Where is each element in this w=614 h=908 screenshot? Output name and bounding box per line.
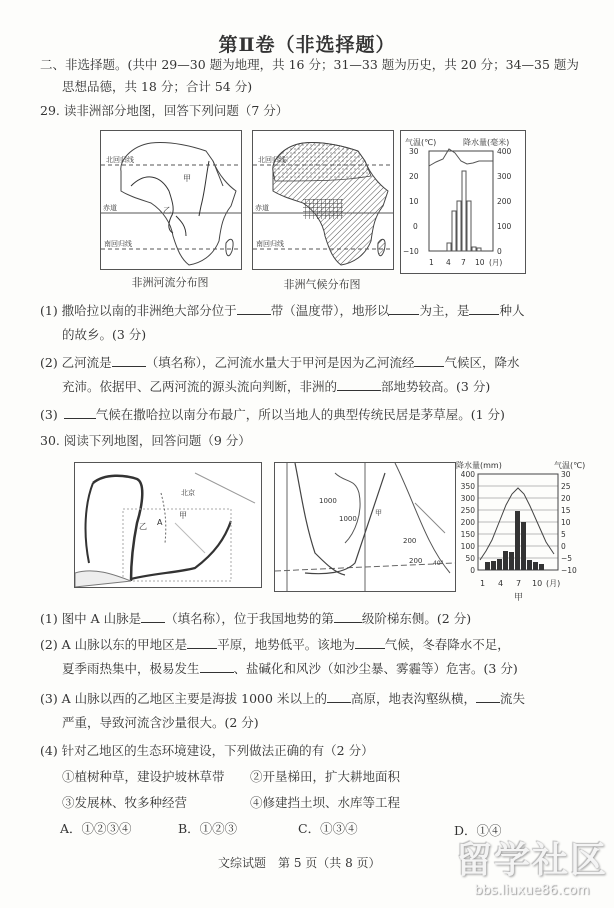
page-footer: 文综试题 第 5 页（共 8 页） bbox=[218, 856, 381, 870]
q29-2-text-e: 部地势较高。(3 分) bbox=[381, 379, 491, 394]
svg-text:0: 0 bbox=[497, 247, 502, 256]
q30-4-option-2: ②开垦梯田，扩大耕地面积 bbox=[250, 769, 401, 784]
svg-text:300: 300 bbox=[497, 172, 512, 181]
q29-heading: 29. 读非洲部分地图，回答下列问题（7 分） bbox=[40, 103, 289, 118]
label-tropic-north: 北回归线 bbox=[106, 156, 134, 164]
svg-text:0: 0 bbox=[413, 222, 418, 231]
q29-3-line1 bbox=[40, 404, 505, 426]
q30-2-text-c: 气候，冬春降水不足， bbox=[384, 637, 510, 652]
q29-3-text-b: 气候在撒哈拉以南分布最广，所以当地人的典型传统民居是茅草屋。(1 分) bbox=[95, 407, 505, 422]
q29-1-text-d: 种人 bbox=[499, 303, 525, 318]
q30-2-blank-2[interactable] bbox=[355, 636, 385, 649]
svg-text:4: 4 bbox=[498, 579, 504, 588]
q29-1-blank-3[interactable] bbox=[469, 302, 499, 315]
svg-text:100: 100 bbox=[497, 222, 512, 231]
climate-chart-jia bbox=[454, 458, 604, 608]
label-tropic-south: 南回归线 bbox=[104, 240, 132, 248]
label-beijing: 北京 bbox=[181, 489, 195, 497]
q29-2-blank-3[interactable] bbox=[337, 378, 381, 391]
section-intro-line1: 二、非选择题。(共中 29—30 题为地理，共 16 分；31—33 题为历史，共 20 分；34—35 题为 bbox=[40, 57, 579, 72]
q30-1-text-a: (1) 图中 A 山脉是 bbox=[40, 611, 142, 626]
svg-text:15: 15 bbox=[561, 506, 571, 515]
svg-text:降水量(mm): 降水量(mm) bbox=[456, 461, 502, 470]
q29-1-text-a: (1) 撒哈拉以南的非洲绝大部分位于 bbox=[40, 303, 237, 318]
svg-text:−5: −5 bbox=[561, 554, 573, 563]
africa-rivers-map-caption: 非洲河流分布图 bbox=[131, 276, 209, 289]
svg-text:1: 1 bbox=[429, 258, 434, 267]
svg-text:300: 300 bbox=[460, 494, 475, 503]
svg-text:(月): (月) bbox=[546, 579, 561, 588]
label-longitude: 40° bbox=[433, 560, 444, 567]
q30-2-line1 bbox=[40, 634, 510, 656]
svg-text:30: 30 bbox=[561, 470, 571, 479]
watermark-logo-text: 留学社区 bbox=[455, 840, 608, 881]
q29-2-text-c: 气候区，降水 bbox=[444, 355, 520, 370]
svg-text:100: 100 bbox=[460, 542, 475, 551]
label-tropic-south: 南回归线 bbox=[256, 240, 284, 248]
svg-text:20: 20 bbox=[409, 172, 419, 181]
svg-text:4: 4 bbox=[446, 258, 451, 267]
africa-climate-map-caption: 非洲气候分布图 bbox=[283, 278, 361, 291]
svg-text:降水量(毫米): 降水量(毫米) bbox=[463, 138, 510, 147]
label-region-yi: 乙 bbox=[139, 522, 147, 531]
q29-1-blank-1[interactable] bbox=[237, 302, 271, 315]
label-contour-200a: 200 bbox=[403, 537, 417, 545]
svg-text:(月): (月) bbox=[489, 258, 503, 267]
q30-2-text-a: (2) A 山脉以东的甲地区是 bbox=[40, 637, 188, 652]
svg-text:−10: −10 bbox=[403, 247, 419, 256]
svg-text:25: 25 bbox=[561, 482, 571, 491]
q29-3-blank-1[interactable] bbox=[64, 406, 96, 419]
north-china-map bbox=[74, 462, 262, 588]
svg-text:7: 7 bbox=[461, 258, 466, 267]
svg-text:200: 200 bbox=[497, 197, 512, 206]
africa-rivers-map bbox=[100, 130, 242, 270]
svg-text:0: 0 bbox=[561, 542, 566, 551]
q30-2-blank-1[interactable] bbox=[187, 636, 217, 649]
q30-1-text-b: （填名称），位于我国地势的第 bbox=[165, 611, 334, 626]
svg-text:20: 20 bbox=[561, 494, 571, 503]
q29-2-text-a: (2) 乙河流是 bbox=[40, 355, 112, 370]
label-contour-200b: 200 bbox=[409, 557, 423, 565]
q30-4-line1: (4) 针对乙地区的生态环境建设，下列做法正确的有（2 分） bbox=[40, 743, 374, 758]
q30-heading: 30. 阅读下列地图，回答问题（9 分） bbox=[40, 433, 251, 448]
q30-4-option-1: ①植树种草，建设护坡林草带 bbox=[62, 769, 225, 784]
label-mountain-a: A bbox=[157, 518, 163, 527]
svg-text:50: 50 bbox=[465, 554, 475, 563]
choice-d[interactable]: D．①④ bbox=[454, 823, 502, 838]
q30-4-option-4: ④修建挡土坝、水库等工程 bbox=[250, 795, 401, 810]
q30-3-text-c: 流失 bbox=[499, 691, 525, 706]
svg-text:气温(℃): 气温(℃) bbox=[554, 461, 586, 470]
label-river-jia: 甲 bbox=[183, 174, 191, 183]
q29-2-text-b: （填名称），乙河流水量大于甲河是因为乙河流经 bbox=[145, 355, 415, 370]
label-region-jia: 甲 bbox=[179, 511, 187, 520]
q30-1-line1 bbox=[40, 608, 471, 630]
svg-text:1: 1 bbox=[480, 579, 486, 588]
q29-2-line2 bbox=[62, 376, 490, 398]
svg-text:150: 150 bbox=[460, 530, 475, 539]
svg-text:10: 10 bbox=[532, 579, 543, 588]
q30-3-text-a: (3) A 山脉以西的乙地区主要是海拔 1000 米以上的 bbox=[40, 691, 327, 706]
svg-text:0: 0 bbox=[470, 566, 475, 575]
choice-b[interactable]: B．①②③ bbox=[178, 821, 238, 836]
page-title: 第Ⅱ卷（非选择题） bbox=[218, 34, 396, 56]
africa-climate-map bbox=[252, 130, 394, 270]
svg-text:250: 250 bbox=[460, 506, 475, 515]
svg-text:10: 10 bbox=[561, 518, 571, 527]
q29-1-text-c: 为主，是 bbox=[419, 303, 470, 318]
climate-chart-jia-caption: 甲 bbox=[514, 593, 524, 603]
q29-2-blank-1[interactable] bbox=[112, 354, 146, 367]
q29-1-blank-2[interactable] bbox=[389, 302, 419, 315]
svg-text:400: 400 bbox=[460, 470, 475, 479]
q29-1-text-b: 带（温度带），地形以 bbox=[270, 303, 390, 318]
svg-text:10: 10 bbox=[475, 258, 485, 267]
q29-2-line1 bbox=[40, 352, 519, 374]
q30-2-blank-3[interactable] bbox=[200, 660, 234, 673]
q30-3-blank-1[interactable] bbox=[327, 690, 351, 703]
svg-text:气温(℃): 气温(℃) bbox=[405, 138, 437, 147]
q30-1-blank-2[interactable] bbox=[334, 610, 362, 623]
svg-text:7: 7 bbox=[516, 579, 522, 588]
svg-text:400: 400 bbox=[497, 147, 512, 156]
watermark bbox=[456, 832, 608, 898]
svg-text:−10: −10 bbox=[561, 566, 577, 575]
label-equator: 赤道 bbox=[255, 204, 269, 212]
section-intro-line2: 思想品德，共 18 分；合计 54 分) bbox=[62, 79, 253, 94]
loess-plateau-map bbox=[274, 462, 456, 592]
label-contour-1000b: 1000 bbox=[339, 515, 357, 523]
label-tropic-north: 北回归线 bbox=[258, 156, 286, 164]
label-river-yi: 乙 bbox=[163, 206, 171, 215]
q29-1-line1 bbox=[40, 300, 524, 322]
climate-chart-africa bbox=[400, 130, 526, 274]
label-equator: 赤道 bbox=[103, 204, 117, 212]
choice-c[interactable]: C．①③④ bbox=[298, 821, 358, 836]
q29-2-blank-2[interactable] bbox=[414, 354, 444, 367]
svg-text:30: 30 bbox=[409, 147, 419, 156]
svg-text:10: 10 bbox=[409, 197, 419, 206]
q30-3-blank-2[interactable] bbox=[476, 690, 500, 703]
q30-4-option-3: ③发展林、牧多种经营 bbox=[62, 795, 188, 810]
svg-text:350: 350 bbox=[460, 482, 475, 491]
svg-text:5: 5 bbox=[561, 530, 566, 539]
q30-3-line1 bbox=[40, 688, 525, 710]
q30-2-text-e: 、盐碱化和风沙（如沙尘暴、雾霾等）危害。(3 分) bbox=[233, 661, 518, 676]
q30-1-blank-1[interactable] bbox=[141, 610, 165, 623]
q30-1-text-c: 级阶梯东侧。(2 分) bbox=[361, 611, 472, 626]
q30-3-line2: 严重，导致河流含沙量很大。(2 分) bbox=[62, 715, 259, 730]
q29-3-text-a: (3) bbox=[40, 407, 58, 422]
label-region-jia: 甲 bbox=[375, 509, 382, 517]
watermark-url: bbs.liuxue86.com bbox=[474, 883, 590, 898]
label-contour-1000a: 1000 bbox=[319, 497, 337, 505]
svg-text:200: 200 bbox=[460, 518, 475, 527]
q30-2-text-d: 夏季雨热集中，极易发生 bbox=[62, 661, 200, 676]
q30-2-line2 bbox=[62, 658, 518, 680]
q29-2-text-d: 充沛。依据甲、乙两河流的源头流向判断，非洲的 bbox=[62, 379, 338, 394]
q29-1-line2: 的故乡。(3 分) bbox=[62, 327, 147, 342]
q30-2-text-b: 平原，地势低平。该地为 bbox=[217, 637, 355, 652]
q30-3-text-b: 高原，地表沟壑纵横， bbox=[350, 691, 476, 706]
choice-a[interactable]: A．①②③④ bbox=[60, 821, 132, 836]
